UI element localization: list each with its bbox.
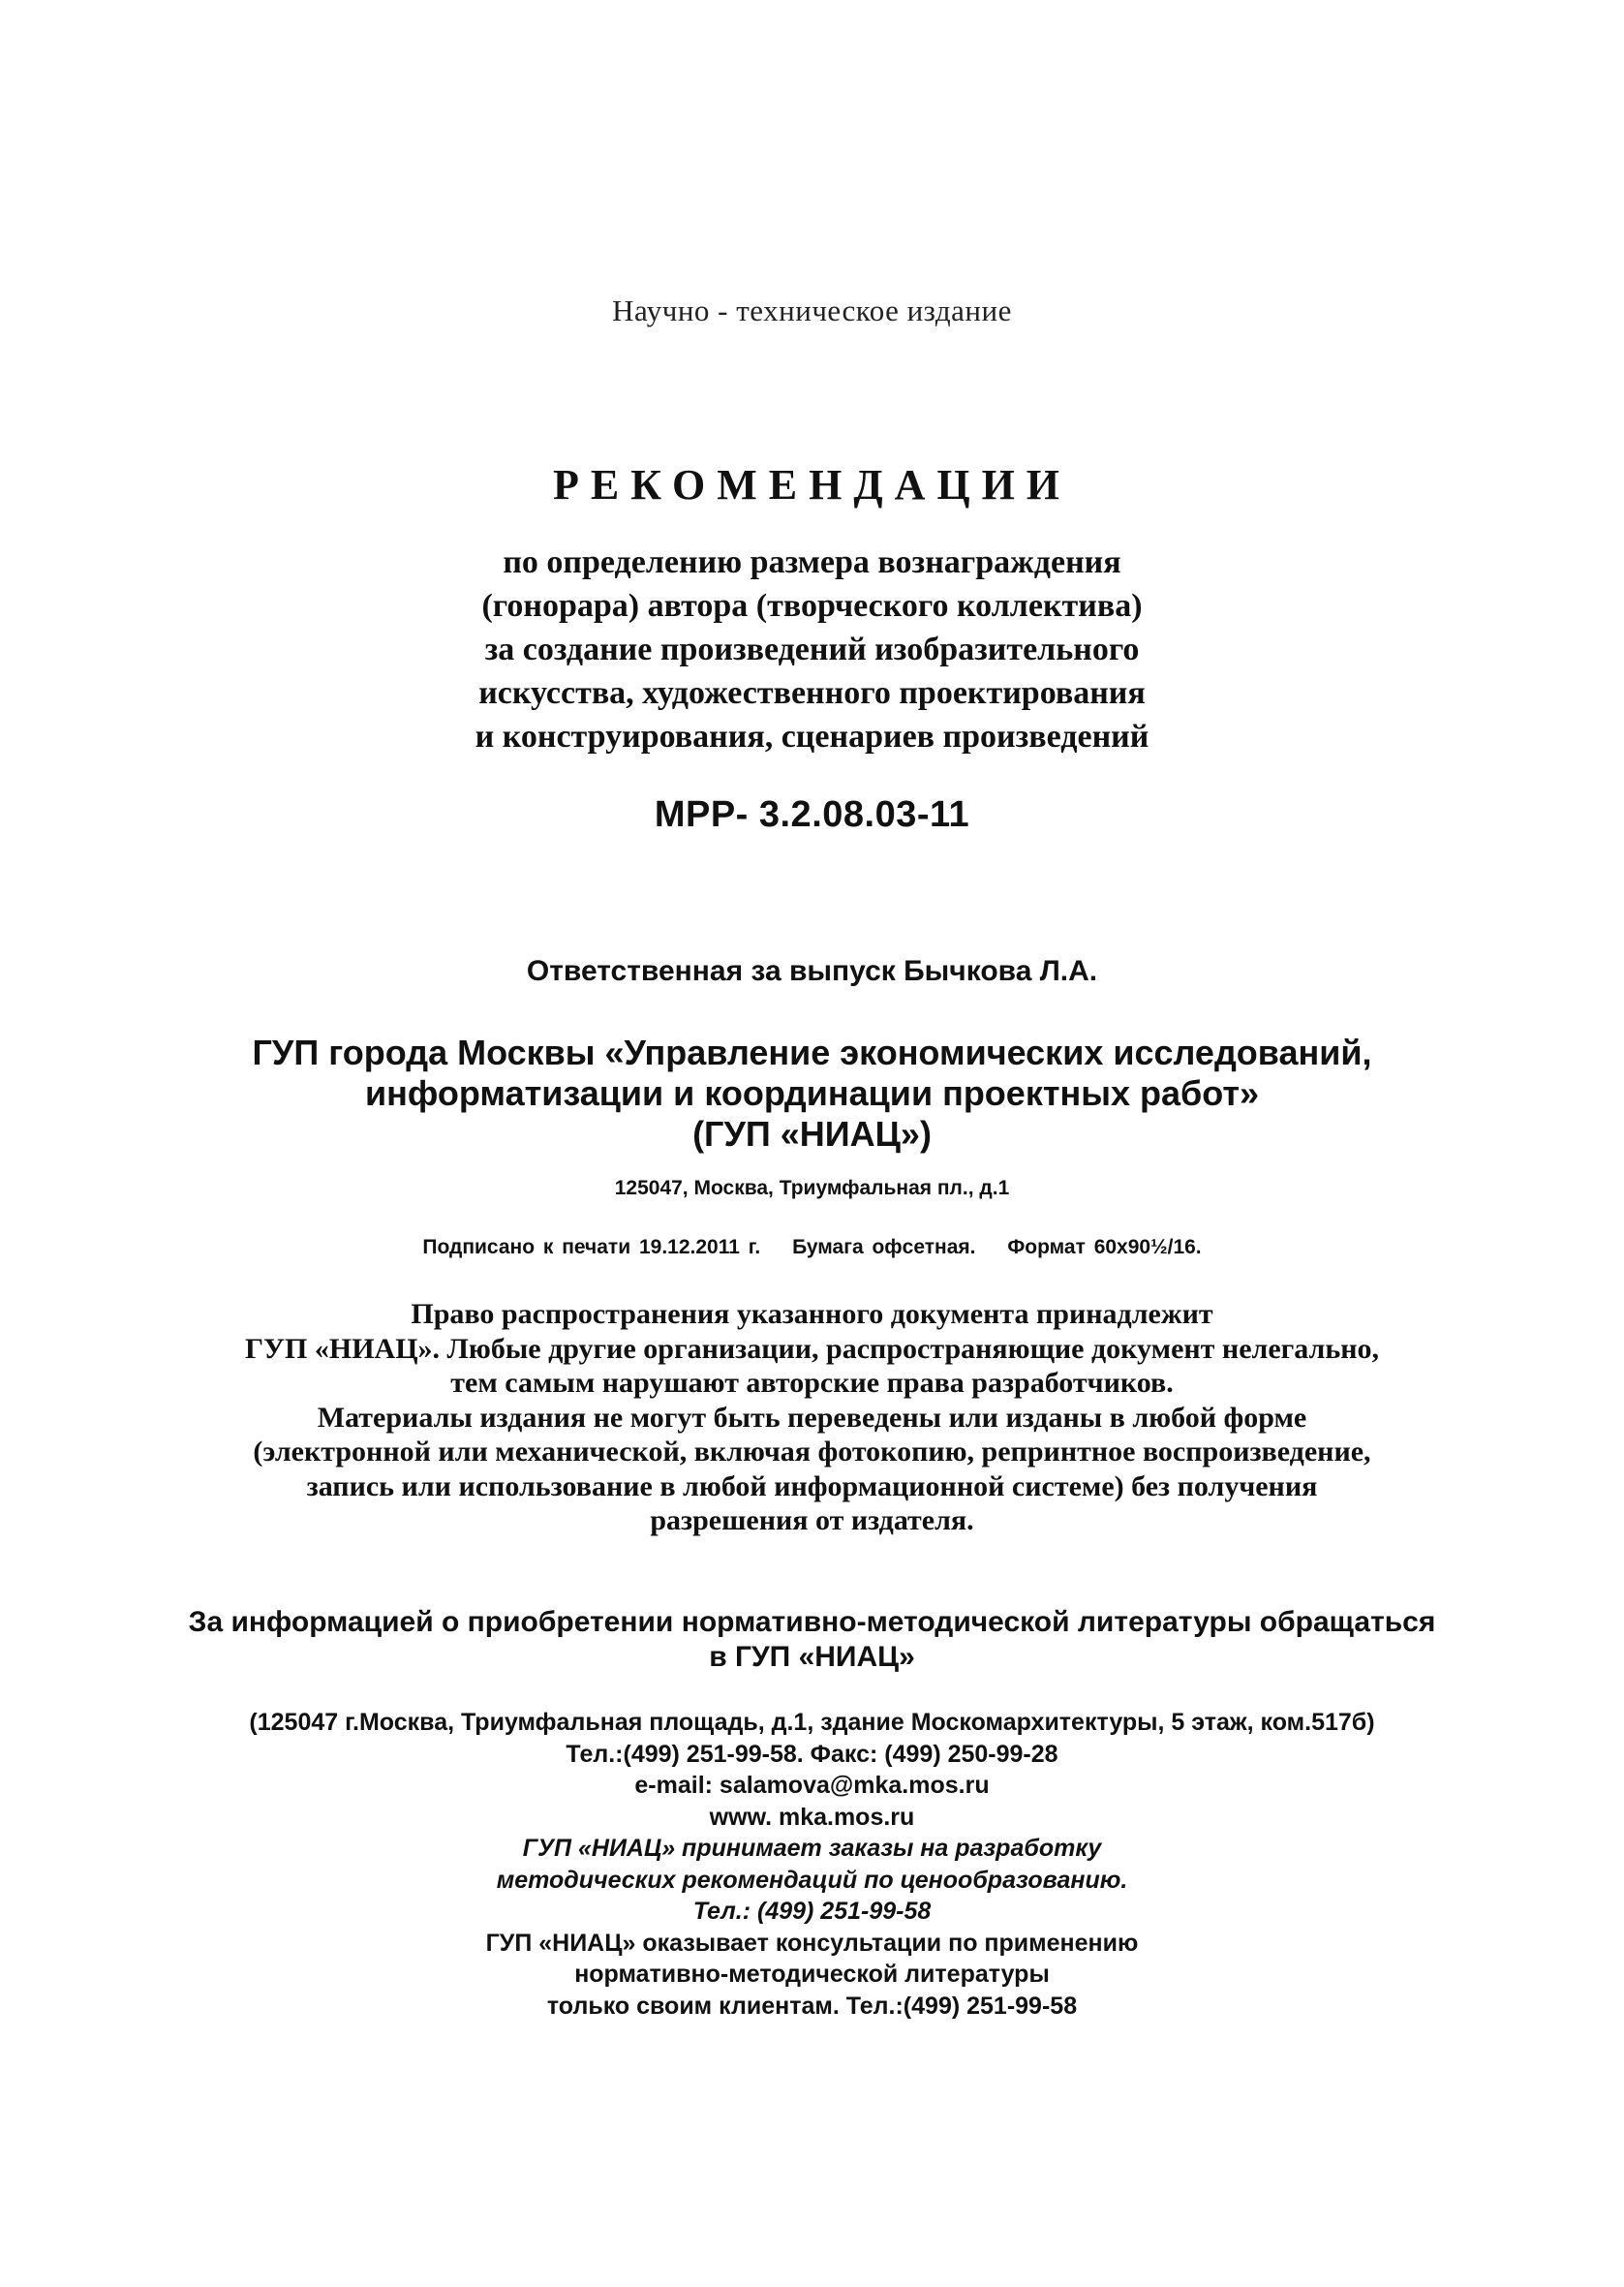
print-paper: Бумага офсетная.	[792, 1236, 976, 1258]
document-subtitle	[0, 541, 1624, 758]
info-heading-line: в ГУП «НИАЦ»	[709, 1641, 915, 1673]
organization-line: ГУП города Москвы «Управление экономических исследований,	[252, 1033, 1372, 1072]
subtitle-line: искусства, художественного проектирования	[478, 675, 1146, 711]
document-title: РЕКОМЕНДАЦИИ	[552, 461, 1072, 509]
copyright-line: Право распространения указанного документа принадлежит	[411, 1298, 1213, 1330]
subtitle-line: (гонорара) автора (творческого коллектива)	[481, 588, 1143, 624]
contact-email: e-mail: salamova@mka.mos.ru	[634, 1772, 990, 1799]
publisher-address: 125047, Москва, Триумфальная пл., д.1	[614, 1177, 1010, 1199]
print-format: Формат 60х90½/16.	[1007, 1236, 1202, 1258]
contact-phone-fax: Тел.:(499) 251-99-58. Факс: (499) 250-99-28	[566, 1740, 1058, 1768]
contact-address: (125047 г.Москва, Триумфальная площадь, д.1, здание Москомархитектуры, 5 этаж, ком.517б)	[249, 1709, 1375, 1736]
edition-type: Научно - техническое издание	[612, 294, 1012, 327]
contact-block	[0, 1707, 1624, 2022]
organization-line: (ГУП «НИАЦ»)	[692, 1114, 932, 1154]
info-heading	[0, 1605, 1624, 1675]
responsible-person: Ответственная за выпуск Бычкова Л.А.	[526, 955, 1098, 987]
copyright-line: тем самым нарушают авторские права разработчиков.	[450, 1367, 1174, 1399]
orders-line: ГУП «НИАЦ» принимает заказы на разработку	[522, 1835, 1102, 1862]
copyright-line: запись или использование в любой информационной системе) без получения	[306, 1469, 1318, 1502]
print-signed-date: Подписано к печати 19.12.2011 г.	[422, 1236, 761, 1258]
subtitle-line: за создание произведений изобразительного	[484, 632, 1140, 667]
copyright-line: (электронной или механической, включая фотокопию, репринтное воспроизведение,	[253, 1436, 1371, 1468]
document-code: МРР- 3.2.08.03-11	[654, 794, 970, 835]
consult-line: только своим клиентам. Тел.:(499) 251-99-58	[546, 1992, 1078, 2020]
orders-line: методических рекомендаций по ценообразованию.	[496, 1866, 1128, 1894]
contact-website: www. mka.mos.ru	[709, 1803, 915, 1831]
organization-line: информатизации и координации проектных работ»	[365, 1073, 1259, 1113]
print-info	[0, 1236, 1624, 1259]
copyright-line: Материалы издания не могут быть переведены или изданы в любой форме	[317, 1401, 1307, 1434]
consult-line: ГУП «НИАЦ» оказывает консультации по применению	[485, 1929, 1139, 1957]
copyright-line: разрешения от издателя.	[650, 1504, 974, 1536]
subtitle-line: по определению размера вознаграждения	[503, 544, 1121, 580]
orders-phone: Тел.: (499) 251-99-58	[692, 1898, 932, 1925]
subtitle-line: и конструирования, сценариев произведений	[475, 719, 1149, 755]
copyright-notice	[0, 1297, 1624, 1538]
consult-line: нормативно-методической литературы	[574, 1961, 1050, 1988]
copyright-line: ГУП «НИАЦ». Любые другие организации, распространяющие документ нелегально,	[244, 1332, 1380, 1365]
info-heading-line: За информацией о приобретении нормативно-методической литературы обращаться	[188, 1606, 1436, 1638]
publisher-organization	[0, 1033, 1624, 1155]
